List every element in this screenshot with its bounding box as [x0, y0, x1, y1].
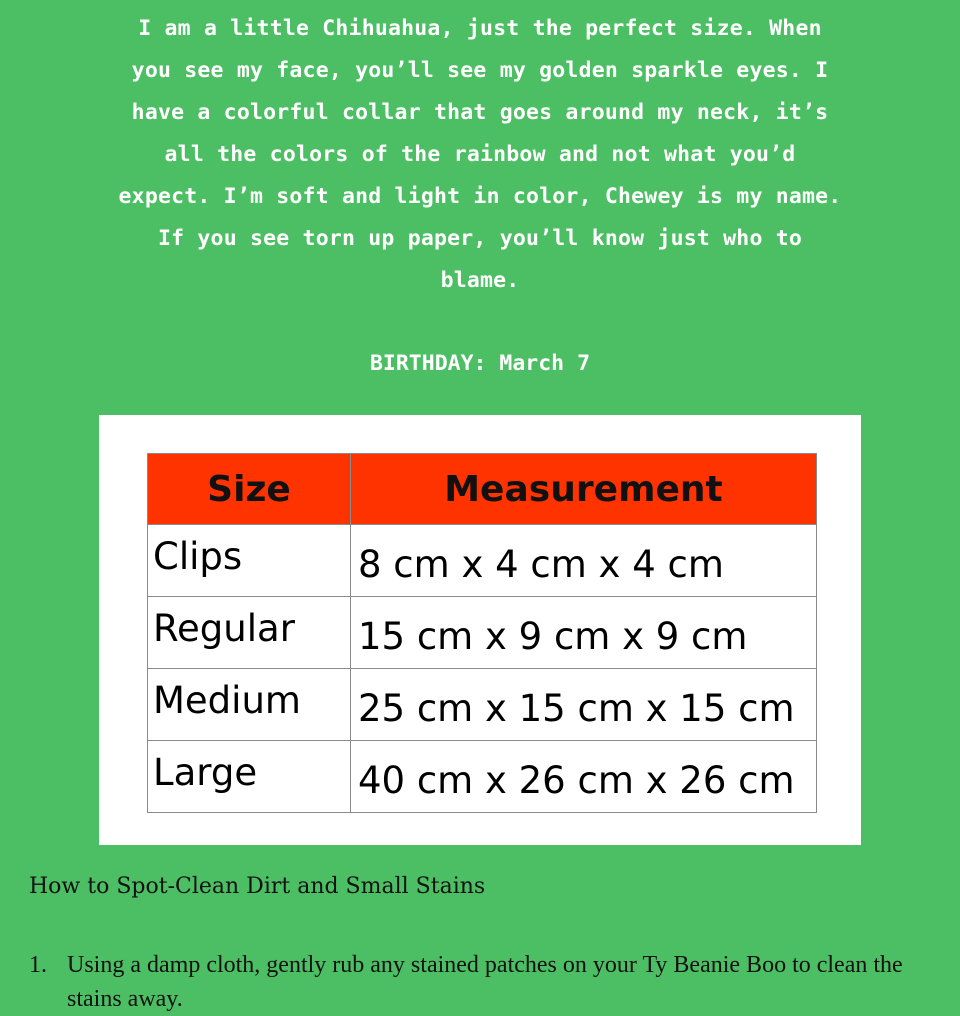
table-row: [148, 525, 817, 597]
size-cell: Medium: [148, 669, 351, 741]
header-size: Size: [148, 454, 351, 525]
poem-line: expect. I’m soft and light in color, Chewey is my name.: [118, 184, 842, 209]
poem-line: I am a little Chihuahua, just the perfect size. When: [138, 16, 822, 41]
step-number: 1.: [29, 952, 47, 978]
care-heading: How to Spot-Clean Dirt and Small Stains: [29, 874, 486, 899]
measurement-cell: 25 cm x 15 cm x 15 cm: [351, 669, 817, 741]
measurement-cell: 15 cm x 9 cm x 9 cm: [351, 597, 817, 669]
poem-line: have a colorful collar that goes around my neck, it’s: [131, 100, 829, 125]
size-cell: Clips: [148, 525, 351, 597]
poem-line: all the colors of the rainbow and not what you’d: [164, 142, 796, 167]
measurement-cell: 8 cm x 4 cm x 4 cm: [351, 525, 817, 597]
care-steps-list: [29, 948, 929, 1016]
table-row: [148, 669, 817, 741]
header-measurement: Measurement: [351, 454, 817, 525]
size-cell: Large: [148, 741, 351, 813]
list-item: [29, 948, 929, 1016]
table-header-row: [148, 454, 817, 525]
step-text: Using a damp cloth, gently rub any stained patches on your Ty Beanie Boo to clean the stains away.: [67, 952, 903, 1012]
table-row: [148, 597, 817, 669]
poem-line: blame.: [440, 268, 520, 293]
poem-line: If you see torn up paper, you’ll know just who to: [157, 226, 803, 251]
measurement-cell: 40 cm x 26 cm x 26 cm: [351, 741, 817, 813]
size-cell: Regular: [148, 597, 351, 669]
size-chart-image: [99, 415, 861, 845]
poem-line: you see my face, you’ll see my golden sparkle eyes. I: [131, 58, 829, 83]
size-table: [147, 453, 817, 813]
poem-text: [0, 8, 960, 302]
birthday-text: BIRTHDAY: March 7: [369, 351, 591, 376]
table-row: [148, 741, 817, 813]
